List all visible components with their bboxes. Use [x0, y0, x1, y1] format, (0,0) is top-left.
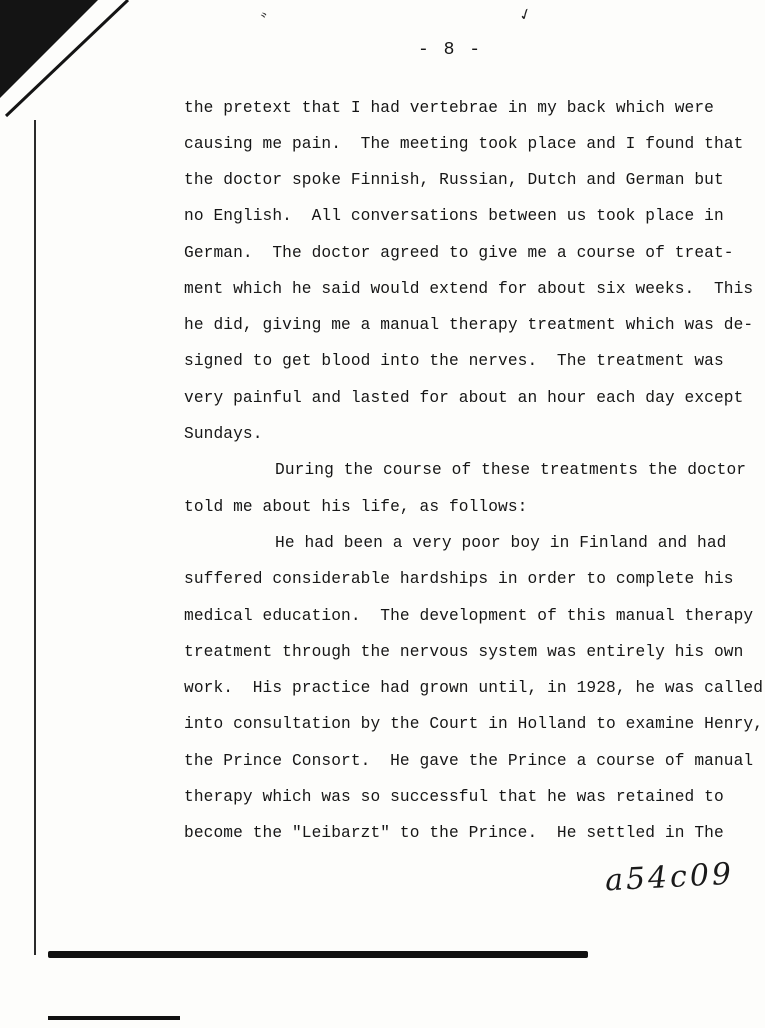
body-line-9: very painful and lasted for about an hour each day except	[184, 389, 744, 407]
body-line-7: he did, giving me a manual therapy treatment which was de-	[184, 316, 754, 334]
body-line-4: no English. All conversations between us took place in	[184, 207, 724, 225]
body-line-3: the doctor spoke Finnish, Russian, Dutch and German but	[184, 171, 724, 189]
body-line-2: causing me pain. The meeting took place and I found that	[184, 135, 744, 153]
top-tick-mark: ✓	[517, 4, 535, 28]
body-line-15: medical education. The development of this manual therapy	[184, 607, 754, 625]
body-line-8: signed to get blood into the nerves. The treatment was	[184, 352, 724, 370]
body-line-12: told me about his life, as follows:	[184, 498, 528, 516]
body-line-11: During the course of these treatments the doctor	[275, 461, 747, 479]
corner-fold-mark	[0, 0, 140, 140]
handwritten-document-code: a54c09	[604, 856, 735, 899]
top-scribble-mark: ﾞ	[259, 10, 277, 38]
body-line-10: Sundays.	[184, 425, 263, 443]
body-line-19: the Prince Consort. He gave the Prince a course of manual	[184, 752, 754, 770]
left-margin-line	[34, 120, 36, 955]
body-line-17: work. His practice had grown until, in 1928, he was called	[184, 679, 764, 697]
body-line-13: He had been a very poor boy in Finland and had	[275, 534, 727, 552]
page-number: - 8 -	[418, 40, 483, 60]
body-line-20: therapy which was so successful that he was retained to	[184, 788, 724, 806]
body-line-1: the pretext that I had vertebrae in my back which were	[184, 99, 714, 117]
body-line-16: treatment through the nervous system was entirely his own	[184, 643, 744, 661]
body-line-6: ment which he said would extend for about six weeks. This	[184, 280, 754, 298]
bottom-rule-line	[48, 951, 588, 958]
body-line-14: suffered considerable hardships in order to complete his	[184, 570, 734, 588]
body-line-21: become the "Leibarzt" to the Prince. He settled in The	[184, 824, 724, 842]
body-line-18: into consultation by the Court in Holland to examine Henry,	[184, 715, 764, 733]
bottom-edge-line	[48, 1016, 180, 1020]
body-line-5: German. The doctor agreed to give me a course of treat-	[184, 244, 734, 262]
